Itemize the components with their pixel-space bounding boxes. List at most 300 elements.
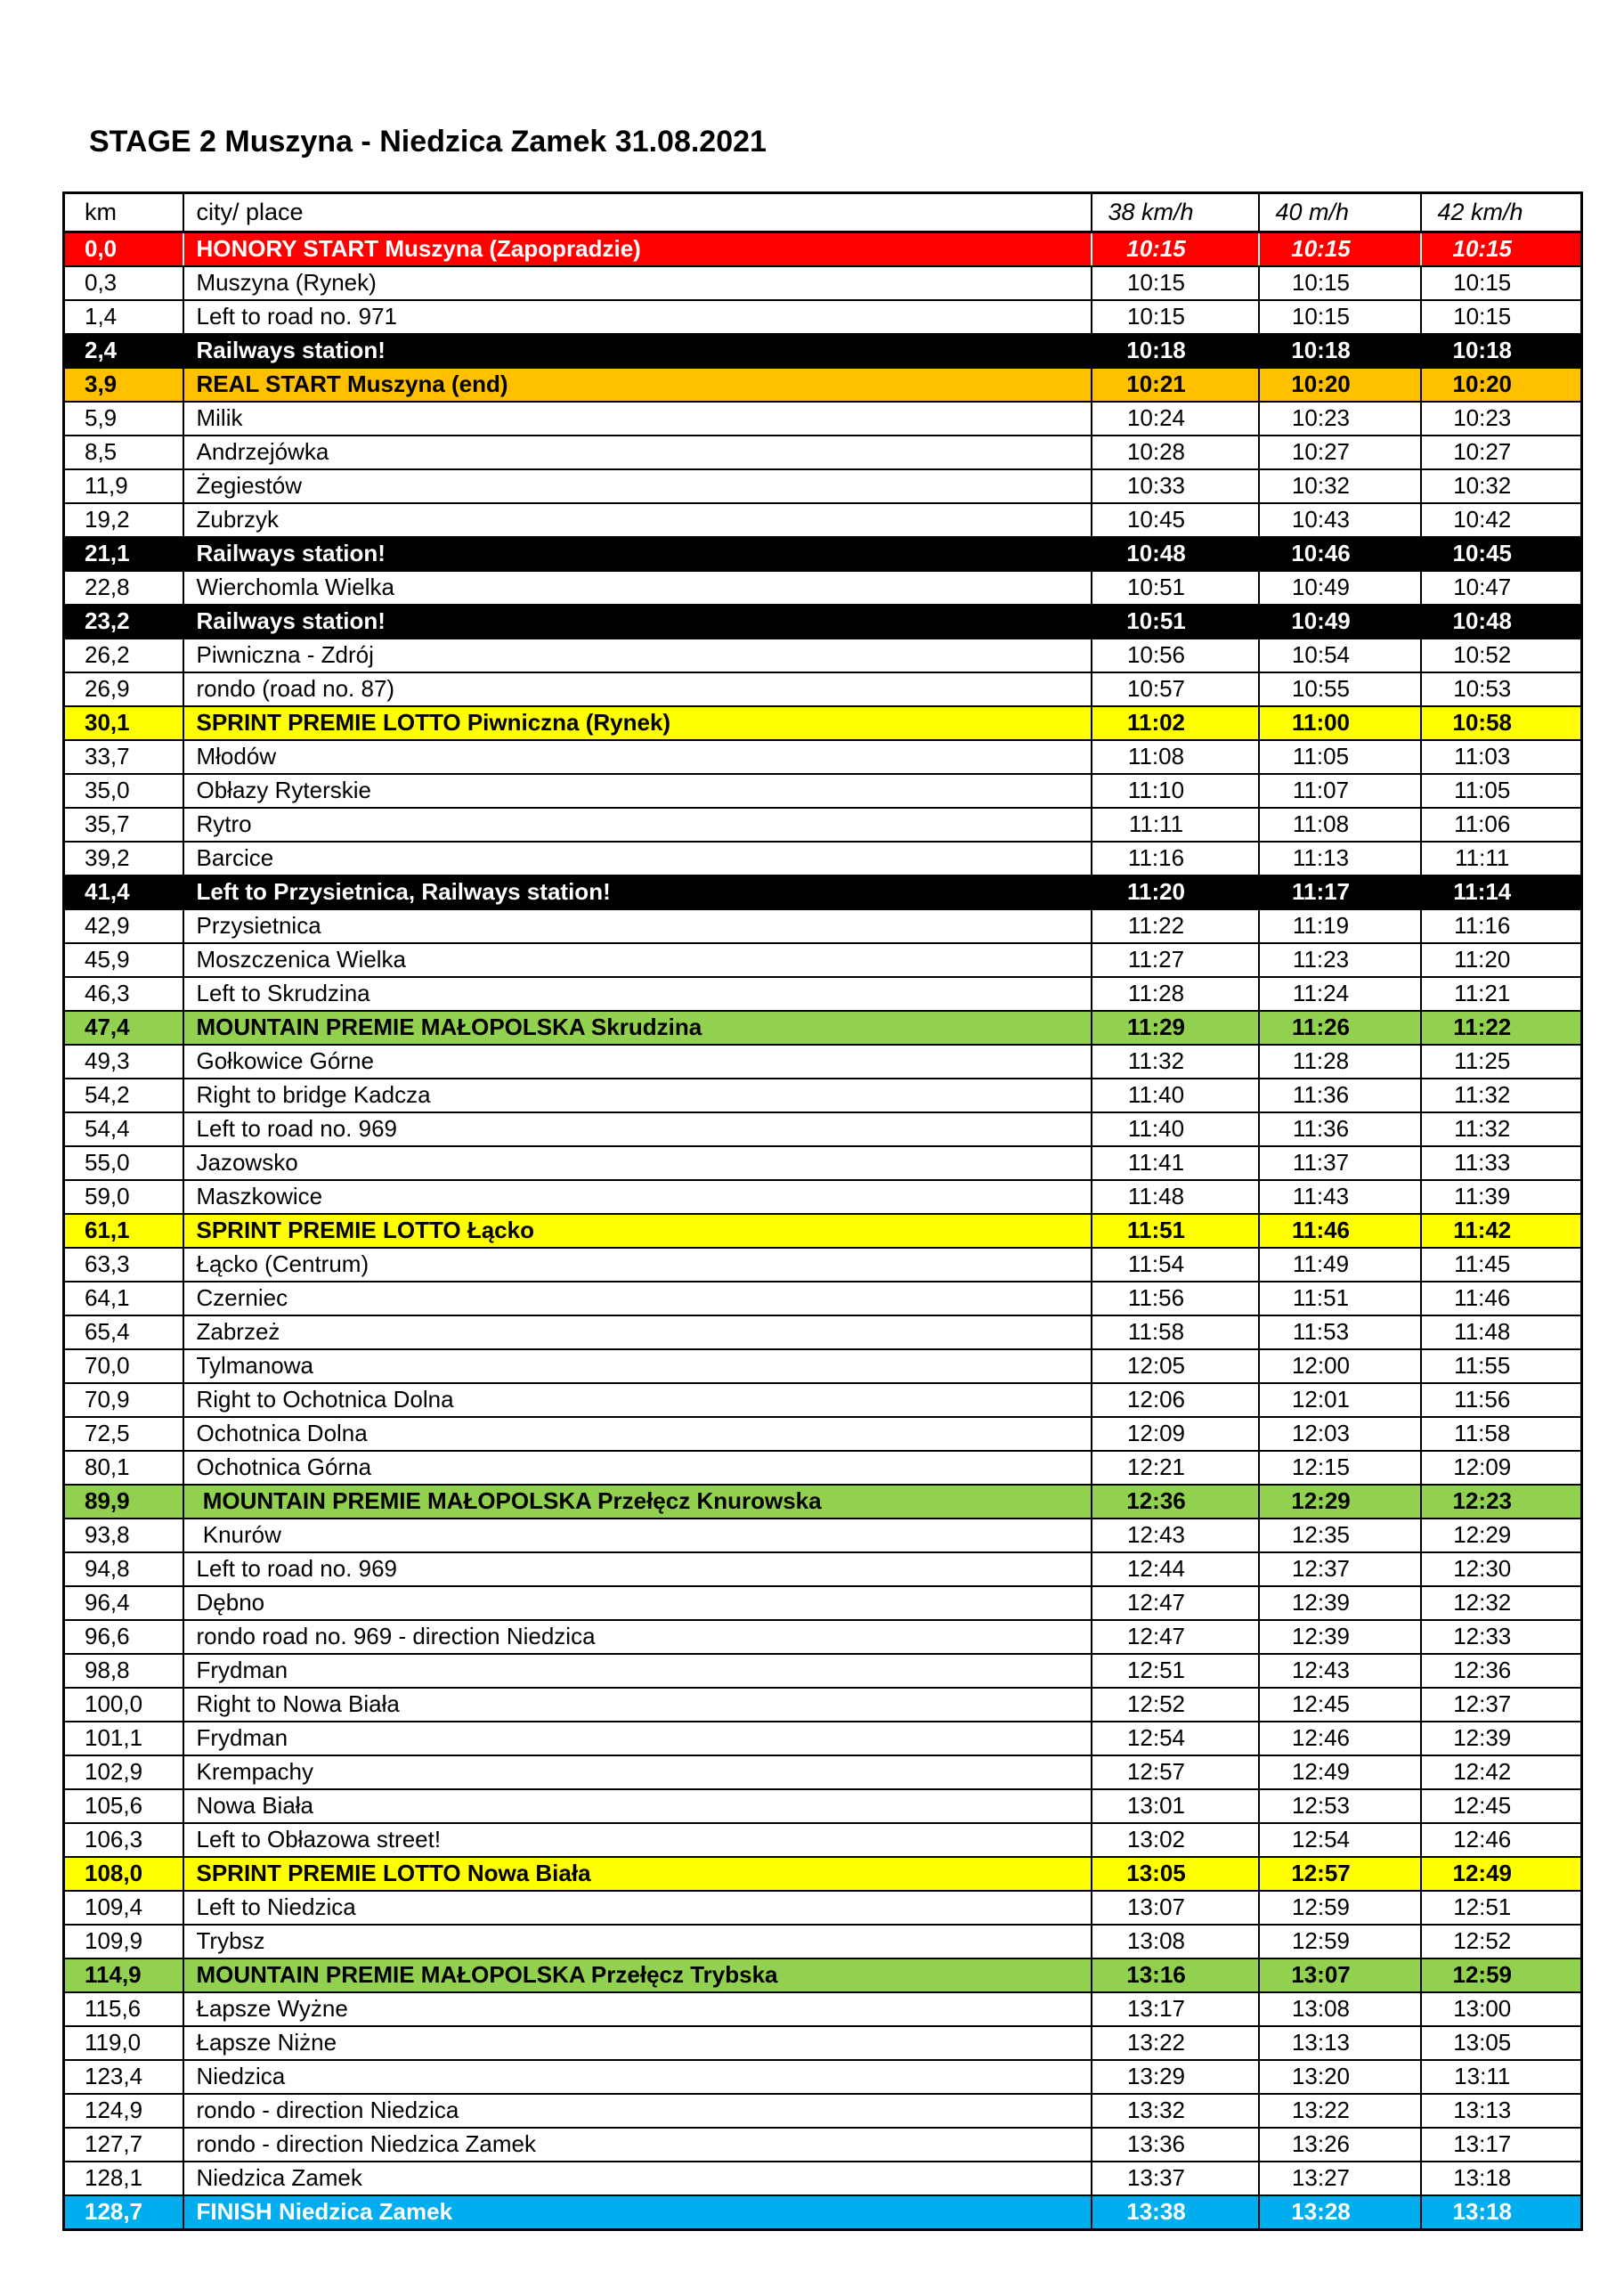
place-cell: Frydman <box>183 1722 1092 1755</box>
place-cell: Trybsz <box>183 1925 1092 1958</box>
km-cell: 114,9 <box>64 1958 183 1992</box>
time-40mh-cell: 10:49 <box>1259 571 1421 605</box>
table-row <box>64 1519 1582 1552</box>
time-40mh-cell: 12:49 <box>1259 1755 1421 1789</box>
time-40mh-cell: 12:57 <box>1259 1857 1421 1891</box>
table-row <box>64 1586 1582 1620</box>
table-row <box>64 2162 1582 2195</box>
time-38kmh-cell: 13:05 <box>1092 1857 1259 1891</box>
time-40mh-cell: 10:23 <box>1259 402 1421 436</box>
place-cell: FINISH Niedzica Zamek <box>183 2195 1092 2230</box>
place-cell: Krempachy <box>183 1755 1092 1789</box>
time-40mh-cell: 13:28 <box>1259 2195 1421 2230</box>
table-row <box>64 1112 1582 1146</box>
place-cell: Muszyna (Rynek) <box>183 266 1092 300</box>
table-row <box>64 672 1582 706</box>
place-cell: Left to Skrudzina <box>183 977 1092 1011</box>
table-row <box>64 740 1582 774</box>
km-cell: 109,9 <box>64 1925 183 1958</box>
place-cell: MOUNTAIN PREMIE MAŁOPOLSKA Przełęcz Trybska <box>183 1958 1092 1992</box>
km-cell: 46,3 <box>64 977 183 1011</box>
table-row <box>64 1620 1582 1654</box>
time-42kmh-cell: 11:05 <box>1421 774 1582 808</box>
time-42kmh-cell: 11:39 <box>1421 1180 1582 1214</box>
time-40mh-cell: 11:17 <box>1259 875 1421 909</box>
km-cell: 108,0 <box>64 1857 183 1891</box>
place-cell: Maszkowice <box>183 1180 1092 1214</box>
km-cell: 105,6 <box>64 1789 183 1823</box>
place-cell: rondo road no. 969 - direction Niedzica <box>183 1620 1092 1654</box>
time-42kmh-cell: 12:39 <box>1421 1722 1582 1755</box>
time-40mh-cell: 11:13 <box>1259 842 1421 875</box>
place-cell: Młodów <box>183 740 1092 774</box>
table-row <box>64 402 1582 436</box>
table-row <box>64 1282 1582 1315</box>
time-40mh-cell: 13:13 <box>1259 2026 1421 2060</box>
table-row <box>64 1823 1582 1857</box>
time-42kmh-cell: 10:47 <box>1421 571 1582 605</box>
km-cell: 35,0 <box>64 774 183 808</box>
time-42kmh-cell: 10:42 <box>1421 503 1582 537</box>
time-38kmh-cell: 10:33 <box>1092 469 1259 503</box>
time-38kmh-cell: 13:29 <box>1092 2060 1259 2094</box>
km-cell: 41,4 <box>64 875 183 909</box>
km-cell: 124,9 <box>64 2094 183 2128</box>
place-cell: rondo - direction Niedzica <box>183 2094 1092 2128</box>
time-38kmh-cell: 10:56 <box>1092 639 1259 672</box>
place-cell: REAL START Muszyna (end) <box>183 368 1092 402</box>
time-38kmh-cell: 12:47 <box>1092 1620 1259 1654</box>
time-40mh-cell: 10:46 <box>1259 537 1421 571</box>
page-title: STAGE 2 Muszyna - Niedzica Zamek 31.08.2021 <box>89 125 767 159</box>
time-40mh-cell: 10:15 <box>1259 300 1421 334</box>
table-row <box>64 1146 1582 1180</box>
time-40mh-cell: 10:49 <box>1259 605 1421 639</box>
km-cell: 0,3 <box>64 266 183 300</box>
time-42kmh-cell: 11:46 <box>1421 1282 1582 1315</box>
place-cell: Niedzica Zamek <box>183 2162 1092 2195</box>
time-38kmh-cell: 13:32 <box>1092 2094 1259 2128</box>
place-cell: Nowa Biała <box>183 1789 1092 1823</box>
time-40mh-cell: 11:51 <box>1259 1282 1421 1315</box>
table-row <box>64 1451 1582 1485</box>
time-42kmh-cell: 12:09 <box>1421 1451 1582 1485</box>
time-38kmh-cell: 10:28 <box>1092 436 1259 469</box>
time-42kmh-cell: 11:45 <box>1421 1248 1582 1282</box>
table-row <box>64 2026 1582 2060</box>
table-row <box>64 943 1582 977</box>
time-38kmh-cell: 12:05 <box>1092 1349 1259 1383</box>
km-cell: 0,0 <box>64 232 183 267</box>
timetable-body <box>64 232 1582 2230</box>
time-42kmh-cell: 12:32 <box>1421 1586 1582 1620</box>
time-38kmh-cell: 11:10 <box>1092 774 1259 808</box>
place-cell: Tylmanowa <box>183 1349 1092 1383</box>
table-row <box>64 1552 1582 1586</box>
time-40mh-cell: 11:53 <box>1259 1315 1421 1349</box>
place-cell: Railways station! <box>183 334 1092 368</box>
time-40mh-cell: 11:19 <box>1259 909 1421 943</box>
time-40mh-cell: 12:01 <box>1259 1383 1421 1417</box>
table-row <box>64 774 1582 808</box>
km-cell: 89,9 <box>64 1485 183 1519</box>
time-40mh-cell: 12:46 <box>1259 1722 1421 1755</box>
time-38kmh-cell: 12:52 <box>1092 1688 1259 1722</box>
time-38kmh-cell: 12:21 <box>1092 1451 1259 1485</box>
time-40mh-cell: 11:46 <box>1259 1214 1421 1248</box>
time-38kmh-cell: 12:51 <box>1092 1654 1259 1688</box>
time-38kmh-cell: 10:15 <box>1092 300 1259 334</box>
time-42kmh-cell: 11:14 <box>1421 875 1582 909</box>
time-40mh-cell: 11:00 <box>1259 706 1421 740</box>
table-row <box>64 875 1582 909</box>
place-cell: Łapsze Niżne <box>183 2026 1092 2060</box>
time-40mh-cell: 12:35 <box>1259 1519 1421 1552</box>
time-42kmh-cell: 11:11 <box>1421 842 1582 875</box>
time-40mh-cell: 12:00 <box>1259 1349 1421 1383</box>
time-38kmh-cell: 11:48 <box>1092 1180 1259 1214</box>
place-cell: Railways station! <box>183 605 1092 639</box>
km-cell: 49,3 <box>64 1045 183 1079</box>
time-42kmh-cell: 10:23 <box>1421 402 1582 436</box>
time-38kmh-cell: 10:18 <box>1092 334 1259 368</box>
time-38kmh-cell: 10:21 <box>1092 368 1259 402</box>
time-38kmh-cell: 11:28 <box>1092 977 1259 1011</box>
time-42kmh-cell: 10:48 <box>1421 605 1582 639</box>
time-40mh-cell: 10:43 <box>1259 503 1421 537</box>
time-40mh-cell: 13:20 <box>1259 2060 1421 2094</box>
place-cell: Ochotnica Górna <box>183 1451 1092 1485</box>
table-row <box>64 571 1582 605</box>
time-42kmh-cell: 12:46 <box>1421 1823 1582 1857</box>
time-40mh-cell: 11:26 <box>1259 1011 1421 1045</box>
time-42kmh-cell: 12:42 <box>1421 1755 1582 1789</box>
time-40mh-cell: 11:08 <box>1259 808 1421 842</box>
place-cell: SPRINT PREMIE LOTTO Piwniczna (Rynek) <box>183 706 1092 740</box>
time-42kmh-cell: 12:51 <box>1421 1891 1582 1925</box>
time-38kmh-cell: 11:27 <box>1092 943 1259 977</box>
place-cell: Łącko (Centrum) <box>183 1248 1092 1282</box>
time-40mh-cell: 13:26 <box>1259 2128 1421 2162</box>
km-cell: 35,7 <box>64 808 183 842</box>
table-row <box>64 909 1582 943</box>
time-38kmh-cell: 11:51 <box>1092 1214 1259 1248</box>
time-42kmh-cell: 10:20 <box>1421 368 1582 402</box>
time-38kmh-cell: 11:56 <box>1092 1282 1259 1315</box>
time-38kmh-cell: 11:16 <box>1092 842 1259 875</box>
km-cell: 55,0 <box>64 1146 183 1180</box>
time-42kmh-cell: 10:15 <box>1421 300 1582 334</box>
time-38kmh-cell: 13:17 <box>1092 1992 1259 2026</box>
table-row <box>64 1180 1582 1214</box>
time-40mh-cell: 10:55 <box>1259 672 1421 706</box>
table-row <box>64 1722 1582 1755</box>
km-cell: 115,6 <box>64 1992 183 2026</box>
km-cell: 70,0 <box>64 1349 183 1383</box>
place-cell: Rytro <box>183 808 1092 842</box>
place-cell: Niedzica <box>183 2060 1092 2094</box>
km-cell: 98,8 <box>64 1654 183 1688</box>
km-cell: 54,2 <box>64 1079 183 1112</box>
time-42kmh-cell: 10:53 <box>1421 672 1582 706</box>
place-cell: Jazowsko <box>183 1146 1092 1180</box>
time-38kmh-cell: 12:47 <box>1092 1586 1259 1620</box>
time-42kmh-cell: 11:55 <box>1421 1349 1582 1383</box>
time-42kmh-cell: 11:21 <box>1421 977 1582 1011</box>
km-cell: 63,3 <box>64 1248 183 1282</box>
km-cell: 42,9 <box>64 909 183 943</box>
time-40mh-cell: 10:20 <box>1259 368 1421 402</box>
table-row <box>64 1248 1582 1282</box>
km-cell: 128,7 <box>64 2195 183 2230</box>
time-42kmh-cell: 11:42 <box>1421 1214 1582 1248</box>
place-cell: Przysietnica <box>183 909 1092 943</box>
place-cell: rondo - direction Niedzica Zamek <box>183 2128 1092 2162</box>
km-cell: 102,9 <box>64 1755 183 1789</box>
time-38kmh-cell: 11:02 <box>1092 706 1259 740</box>
table-row <box>64 368 1582 402</box>
time-38kmh-cell: 10:15 <box>1092 266 1259 300</box>
time-42kmh-cell: 11:16 <box>1421 909 1582 943</box>
time-42kmh-cell: 10:15 <box>1421 232 1582 267</box>
place-cell: Żegiestów <box>183 469 1092 503</box>
time-42kmh-cell: 12:29 <box>1421 1519 1582 1552</box>
table-row <box>64 1992 1582 2026</box>
time-42kmh-cell: 11:32 <box>1421 1079 1582 1112</box>
place-cell: Left to Niedzica <box>183 1891 1092 1925</box>
km-cell: 26,9 <box>64 672 183 706</box>
time-40mh-cell: 12:15 <box>1259 1451 1421 1485</box>
table-row <box>64 1958 1582 1992</box>
time-38kmh-cell: 11:32 <box>1092 1045 1259 1079</box>
time-42kmh-cell: 12:49 <box>1421 1857 1582 1891</box>
time-40mh-cell: 12:43 <box>1259 1654 1421 1688</box>
place-cell: Left to Obłazowa street! <box>183 1823 1092 1857</box>
time-40mh-cell: 13:27 <box>1259 2162 1421 2195</box>
km-cell: 123,4 <box>64 2060 183 2094</box>
time-38kmh-cell: 10:51 <box>1092 571 1259 605</box>
time-42kmh-cell: 11:58 <box>1421 1417 1582 1451</box>
km-cell: 3,9 <box>64 368 183 402</box>
km-cell: 39,2 <box>64 842 183 875</box>
km-cell: 80,1 <box>64 1451 183 1485</box>
time-40mh-cell: 10:15 <box>1259 232 1421 267</box>
place-cell: Left to road no. 969 <box>183 1552 1092 1586</box>
time-40mh-cell: 10:54 <box>1259 639 1421 672</box>
place-cell: Right to Nowa Biała <box>183 1688 1092 1722</box>
time-42kmh-cell: 12:30 <box>1421 1552 1582 1586</box>
time-40mh-cell: 12:29 <box>1259 1485 1421 1519</box>
time-38kmh-cell: 10:48 <box>1092 537 1259 571</box>
table-row <box>64 537 1582 571</box>
timetable-header <box>64 193 1582 232</box>
table-row <box>64 1891 1582 1925</box>
table-row <box>64 1214 1582 1248</box>
time-42kmh-cell: 10:58 <box>1421 706 1582 740</box>
km-cell: 19,2 <box>64 503 183 537</box>
time-42kmh-cell: 13:18 <box>1421 2195 1582 2230</box>
km-cell: 59,0 <box>64 1180 183 1214</box>
table-row <box>64 1315 1582 1349</box>
time-40mh-cell: 11:24 <box>1259 977 1421 1011</box>
time-38kmh-cell: 13:16 <box>1092 1958 1259 1992</box>
time-42kmh-cell: 13:13 <box>1421 2094 1582 2128</box>
time-42kmh-cell: 10:18 <box>1421 334 1582 368</box>
place-cell: Zabrzeż <box>183 1315 1092 1349</box>
time-40mh-cell: 11:28 <box>1259 1045 1421 1079</box>
time-42kmh-cell: 12:36 <box>1421 1654 1582 1688</box>
time-40mh-cell: 11:07 <box>1259 774 1421 808</box>
time-40mh-cell: 12:39 <box>1259 1586 1421 1620</box>
place-cell: Wierchomla Wielka <box>183 571 1092 605</box>
time-38kmh-cell: 10:51 <box>1092 605 1259 639</box>
time-42kmh-cell: 12:23 <box>1421 1485 1582 1519</box>
table-row <box>64 2094 1582 2128</box>
time-40mh-cell: 11:37 <box>1259 1146 1421 1180</box>
km-cell: 100,0 <box>64 1688 183 1722</box>
table-row <box>64 605 1582 639</box>
km-cell: 26,2 <box>64 639 183 672</box>
time-40mh-cell: 11:36 <box>1259 1079 1421 1112</box>
time-40mh-cell: 11:49 <box>1259 1248 1421 1282</box>
table-row <box>64 842 1582 875</box>
time-38kmh-cell: 11:40 <box>1092 1079 1259 1112</box>
time-38kmh-cell: 10:24 <box>1092 402 1259 436</box>
place-cell: HONORY START Muszyna (Zapopradzie) <box>183 232 1092 267</box>
time-40mh-cell: 12:59 <box>1259 1891 1421 1925</box>
km-cell: 61,1 <box>64 1214 183 1248</box>
header-speed-42kmh: 42 km/h <box>1421 193 1582 232</box>
km-cell: 1,4 <box>64 300 183 334</box>
km-cell: 8,5 <box>64 436 183 469</box>
time-38kmh-cell: 12:54 <box>1092 1722 1259 1755</box>
place-cell: SPRINT PREMIE LOTTO Łącko <box>183 1214 1092 1248</box>
time-38kmh-cell: 12:09 <box>1092 1417 1259 1451</box>
time-38kmh-cell: 11:20 <box>1092 875 1259 909</box>
place-cell: Milik <box>183 402 1092 436</box>
table-row <box>64 1349 1582 1383</box>
table-row <box>64 1755 1582 1789</box>
time-40mh-cell: 10:32 <box>1259 469 1421 503</box>
header-speed-40mh: 40 m/h <box>1259 193 1421 232</box>
km-cell: 21,1 <box>64 537 183 571</box>
place-cell: Left to Przysietnica, Railways station! <box>183 875 1092 909</box>
time-42kmh-cell: 10:15 <box>1421 266 1582 300</box>
header-km: km <box>64 193 183 232</box>
km-cell: 65,4 <box>64 1315 183 1349</box>
km-cell: 70,9 <box>64 1383 183 1417</box>
place-cell: Gołkowice Górne <box>183 1045 1092 1079</box>
km-cell: 94,8 <box>64 1552 183 1586</box>
table-row <box>64 2195 1582 2230</box>
place-cell: Dębno <box>183 1586 1092 1620</box>
table-row <box>64 1417 1582 1451</box>
time-42kmh-cell: 12:33 <box>1421 1620 1582 1654</box>
time-38kmh-cell: 11:29 <box>1092 1011 1259 1045</box>
km-cell: 47,4 <box>64 1011 183 1045</box>
time-42kmh-cell: 11:22 <box>1421 1011 1582 1045</box>
time-42kmh-cell: 10:52 <box>1421 639 1582 672</box>
time-40mh-cell: 12:53 <box>1259 1789 1421 1823</box>
place-cell: Obłazy Ryterskie <box>183 774 1092 808</box>
table-row <box>64 2060 1582 2094</box>
time-38kmh-cell: 13:07 <box>1092 1891 1259 1925</box>
place-cell: MOUNTAIN PREMIE MAŁOPOLSKA Przełęcz Knurowska <box>183 1485 1092 1519</box>
time-40mh-cell: 13:07 <box>1259 1958 1421 1992</box>
km-cell: 109,4 <box>64 1891 183 1925</box>
km-cell: 106,3 <box>64 1823 183 1857</box>
time-38kmh-cell: 10:15 <box>1092 232 1259 267</box>
km-cell: 101,1 <box>64 1722 183 1755</box>
table-row <box>64 1011 1582 1045</box>
km-cell: 72,5 <box>64 1417 183 1451</box>
table-row <box>64 1485 1582 1519</box>
time-40mh-cell: 13:22 <box>1259 2094 1421 2128</box>
table-row <box>64 1857 1582 1891</box>
km-cell: 93,8 <box>64 1519 183 1552</box>
time-38kmh-cell: 13:02 <box>1092 1823 1259 1857</box>
time-40mh-cell: 11:05 <box>1259 740 1421 774</box>
km-cell: 127,7 <box>64 2128 183 2162</box>
time-38kmh-cell: 11:41 <box>1092 1146 1259 1180</box>
time-38kmh-cell: 13:36 <box>1092 2128 1259 2162</box>
table-row <box>64 1045 1582 1079</box>
time-38kmh-cell: 10:57 <box>1092 672 1259 706</box>
time-38kmh-cell: 13:37 <box>1092 2162 1259 2195</box>
header-city-place: city/ place <box>183 193 1092 232</box>
time-40mh-cell: 12:37 <box>1259 1552 1421 1586</box>
table-row <box>64 266 1582 300</box>
time-40mh-cell: 12:59 <box>1259 1925 1421 1958</box>
table-row <box>64 1383 1582 1417</box>
time-42kmh-cell: 10:27 <box>1421 436 1582 469</box>
km-cell: 22,8 <box>64 571 183 605</box>
place-cell: Andrzejówka <box>183 436 1092 469</box>
time-42kmh-cell: 13:00 <box>1421 1992 1582 2026</box>
time-42kmh-cell: 11:06 <box>1421 808 1582 842</box>
time-40mh-cell: 13:08 <box>1259 1992 1421 2026</box>
time-40mh-cell: 12:54 <box>1259 1823 1421 1857</box>
km-cell: 30,1 <box>64 706 183 740</box>
time-40mh-cell: 11:43 <box>1259 1180 1421 1214</box>
time-42kmh-cell: 11:48 <box>1421 1315 1582 1349</box>
time-40mh-cell: 11:23 <box>1259 943 1421 977</box>
place-cell: MOUNTAIN PREMIE MAŁOPOLSKA Skrudzina <box>183 1011 1092 1045</box>
time-38kmh-cell: 11:58 <box>1092 1315 1259 1349</box>
time-42kmh-cell: 11:32 <box>1421 1112 1582 1146</box>
time-40mh-cell: 11:36 <box>1259 1112 1421 1146</box>
time-38kmh-cell: 13:08 <box>1092 1925 1259 1958</box>
time-42kmh-cell: 11:25 <box>1421 1045 1582 1079</box>
header-row <box>64 193 1582 232</box>
time-38kmh-cell: 12:44 <box>1092 1552 1259 1586</box>
place-cell: Zubrzyk <box>183 503 1092 537</box>
place-cell: Frydman <box>183 1654 1092 1688</box>
time-38kmh-cell: 12:06 <box>1092 1383 1259 1417</box>
header-speed-38kmh: 38 km/h <box>1092 193 1259 232</box>
table-row <box>64 808 1582 842</box>
time-40mh-cell: 10:27 <box>1259 436 1421 469</box>
time-42kmh-cell: 11:33 <box>1421 1146 1582 1180</box>
table-row <box>64 1688 1582 1722</box>
time-42kmh-cell: 13:05 <box>1421 2026 1582 2060</box>
km-cell: 33,7 <box>64 740 183 774</box>
table-row <box>64 2128 1582 2162</box>
place-cell: Ochotnica Dolna <box>183 1417 1092 1451</box>
km-cell: 23,2 <box>64 605 183 639</box>
time-42kmh-cell: 13:18 <box>1421 2162 1582 2195</box>
table-row <box>64 300 1582 334</box>
